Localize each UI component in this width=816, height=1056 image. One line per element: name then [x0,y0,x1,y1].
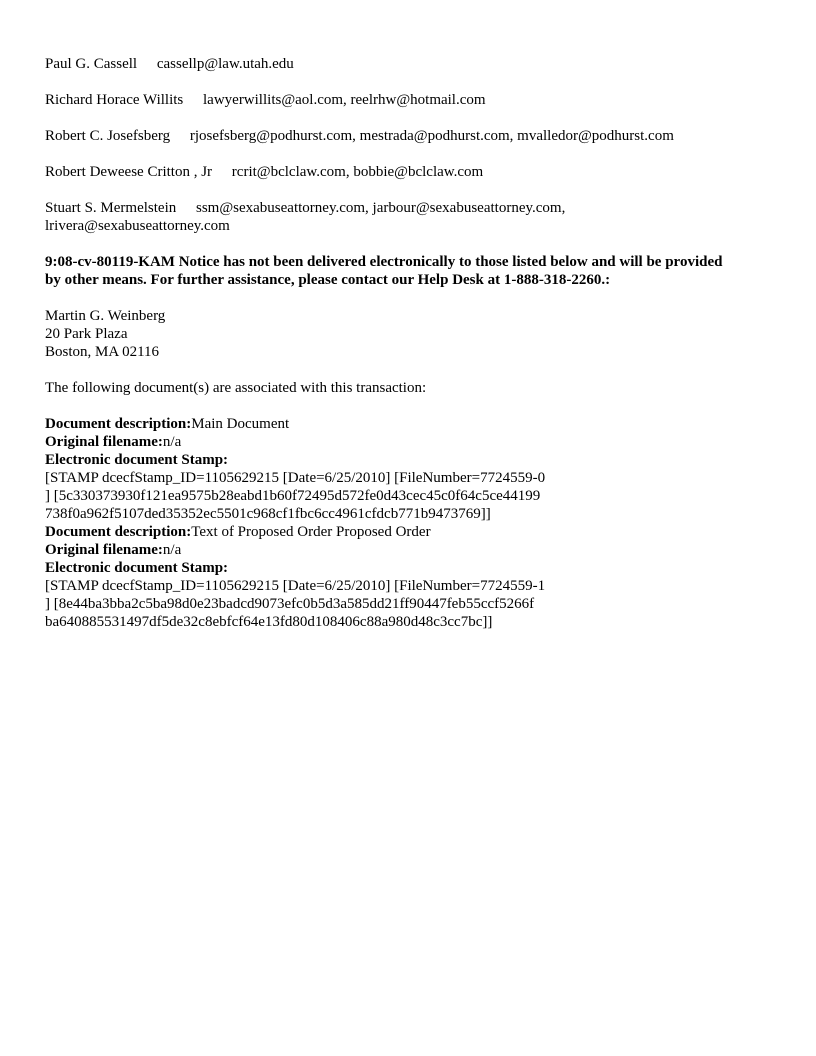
document-stamp-line: ] [8e44ba3bba2c5ba98d0e23badcd9073efc0b5d3a585dd21ff90447feb55ccf5266f [45,596,535,612]
associated-documents-intro: The following document(s) are associated with this transaction: [45,380,427,396]
original-filename-value: n/a [162,434,182,450]
recipient-name: Robert C. Josefsberg [45,128,171,144]
recipient-emails: cassellp@law.utah.edu [156,56,294,72]
document-description-label: Document description: [45,416,192,432]
recipient-entry [45,127,780,145]
document-stamp-line: [STAMP dcecfStamp_ID=1105629215 [Date=6/25/2010] [FileNumber=7724559-1 [45,578,546,594]
recipient-entry [45,199,780,235]
document-entry [45,415,780,523]
document-description-label: Document description: [45,524,192,540]
document-entry [45,523,780,631]
document-stamp-label: Electronic document Stamp: [45,560,229,576]
address-city: Boston, MA 02116 [45,344,160,360]
document-stamp-line: 738f0a962f5107ded35352ec5501c968cf1fbc6cc4961cfdcb771b9473769]] [45,506,491,522]
document-description-value: Main Document [191,416,290,432]
delivery-notice-line: by other means. For further assistance, please contact our Help Desk at 1-888-318-2260.: [45,272,611,288]
recipient-name: Robert Deweese Critton , Jr [45,164,213,180]
recipient-emails: ssm@sexabuseattorney.com, jarbour@sexabuseattorney.com, [196,200,566,216]
delivery-notice-line: 9:08-cv-80119-KAM Notice has not been delivered electronically to those listed below and will be provided [45,254,723,270]
address-street: 20 Park Plaza [45,326,128,342]
address-name: Martin G. Weinberg [45,308,166,324]
document-list [45,415,780,631]
delivery-notice [45,253,780,289]
recipient-emails-continued: lrivera@sexabuseattorney.com [45,218,230,234]
recipient-entry [45,55,780,73]
original-filename-value: n/a [162,542,182,558]
recipient-name: Paul G. Cassell [45,56,138,72]
recipient-emails: lawyerwillits@aol.com, reelrhw@hotmail.com [203,92,486,108]
mailing-address [45,307,780,361]
recipient-emails: rcrit@bclclaw.com, bobbie@bclclaw.com [231,164,484,180]
document-stamp-line: ba640885531497df5de32c8ebfcf64e13fd80d108406c88a980d48c3cc7bc]] [45,614,493,630]
notice-page [45,55,780,631]
recipient-emails: rjosefsberg@podhurst.com, mestrada@podhurst.com, mvalledor@podhurst.com [189,128,674,144]
original-filename-label: Original filename: [45,542,163,558]
recipient-name: Stuart S. Mermelstein [45,200,177,216]
recipient-entry [45,163,780,181]
document-stamp-line: ] [5c330373930f121ea9575b28eabd1b60f72495d572fe0d43cec45c0f64c5ce44199 [45,488,541,504]
recipient-entry [45,91,780,109]
document-description-value: Text of Proposed Order Proposed Order [191,524,431,540]
document-stamp-label: Electronic document Stamp: [45,452,229,468]
document-stamp-line: [STAMP dcecfStamp_ID=1105629215 [Date=6/25/2010] [FileNumber=7724559-0 [45,470,546,486]
original-filename-label: Original filename: [45,434,163,450]
recipient-name: Richard Horace Willits [45,92,184,108]
